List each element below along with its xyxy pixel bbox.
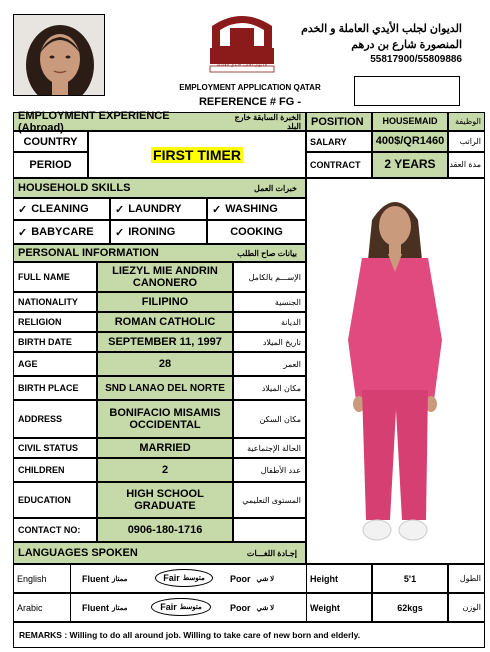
skill-label: WASHING bbox=[225, 203, 278, 215]
position-value: HOUSEMAID bbox=[372, 112, 448, 131]
logo-caption: الديوان لجلب الأيدي العاملة bbox=[216, 62, 268, 67]
weight-value: 62kgs bbox=[372, 593, 448, 622]
agency-phones: 55817900/55809886 bbox=[370, 54, 462, 65]
children-value: 2 bbox=[97, 458, 233, 482]
birth-date-label-ar: تاريخ الميلاد bbox=[233, 332, 306, 352]
birth-date-value: SEPTEMBER 11, 1997 bbox=[97, 332, 233, 352]
fluent-option bbox=[82, 593, 152, 622]
fluent-label: Fluent bbox=[82, 602, 109, 613]
address-label: ADDRESS bbox=[13, 400, 97, 438]
position-label-ar: الوظيفة bbox=[448, 112, 485, 131]
experience-value-cell bbox=[88, 131, 306, 178]
height-label-ar: الطول bbox=[448, 564, 485, 593]
experience-label-ar: الخبرة السابقة خارج البلد bbox=[234, 112, 301, 131]
skill-babycare bbox=[13, 220, 110, 244]
birth-place-value: SND LANAO DEL NORTE bbox=[97, 376, 233, 400]
language-name: Arabic bbox=[17, 602, 43, 613]
reference-number: REFERENCE # FG - bbox=[198, 96, 302, 108]
salary-label-ar: الراتب bbox=[448, 131, 485, 152]
languages-header bbox=[13, 542, 306, 564]
poor-label: Poor bbox=[230, 602, 251, 613]
religion-value: ROMAN CATHOLIC bbox=[97, 312, 233, 332]
skills-label: HOUSEHOLD SKILLS bbox=[18, 182, 131, 194]
fair-label: Fair bbox=[160, 602, 177, 612]
languages-label: LANGUAGES SPOKEN bbox=[18, 547, 138, 559]
address-value: BONIFACIO MISAMIS OCCIDENTAL bbox=[97, 400, 233, 438]
skill-label: IRONING bbox=[128, 226, 176, 238]
check-icon: ✓ bbox=[212, 203, 222, 216]
skill-cooking bbox=[207, 220, 306, 244]
fair-option-selected bbox=[155, 569, 213, 587]
nationality-label-ar: الجنسية bbox=[233, 292, 306, 312]
age-label-ar: العمر bbox=[233, 352, 306, 376]
fair-option-selected bbox=[151, 598, 211, 616]
birth-place-label: BIRTH PLACE bbox=[13, 376, 97, 400]
address-label-ar: مكان السكن bbox=[233, 400, 306, 438]
skill-washing bbox=[207, 198, 306, 220]
reference-box bbox=[354, 76, 460, 106]
education-value: HIGH SCHOOL GRADUATE bbox=[97, 482, 233, 518]
personal-label: PERSONAL INFORMATION bbox=[18, 247, 159, 259]
check-icon: ✓ bbox=[18, 203, 28, 216]
contract-label-ar: مدة العقد bbox=[448, 152, 485, 178]
agency-name-ar: الديوان لجلب الأيدي العاملة و الخدم bbox=[301, 23, 462, 35]
full-name-label: FULL NAME bbox=[13, 262, 97, 292]
check-icon: ✓ bbox=[18, 226, 28, 239]
civil-status-label: CIVIL STATUS bbox=[13, 438, 97, 458]
country-label: COUNTRY bbox=[13, 131, 88, 152]
poor-option bbox=[230, 593, 300, 622]
birth-date-label: BIRTH DATE bbox=[13, 332, 97, 352]
poor-label: Poor bbox=[230, 573, 251, 584]
contract-label: CONTRACT bbox=[306, 152, 372, 178]
language-name: English bbox=[17, 573, 47, 584]
skills-header bbox=[13, 178, 306, 198]
children-label: CHILDREN bbox=[13, 458, 97, 482]
age-value: 28 bbox=[97, 352, 233, 376]
skills-label-ar: خبرات العمل bbox=[254, 183, 297, 193]
applicant-headshot bbox=[13, 14, 105, 96]
poor-option bbox=[230, 564, 300, 593]
salary-value: 400$/QR1460 bbox=[372, 131, 448, 152]
skill-cleaning bbox=[13, 198, 110, 220]
agency-logo bbox=[206, 8, 278, 76]
experience-header bbox=[13, 109, 306, 134]
skill-ironing bbox=[110, 220, 207, 244]
languages-label-ar: إجـادة اللغـــات bbox=[246, 548, 297, 558]
education-label-ar: المستوى التعليمي bbox=[233, 482, 306, 518]
remarks: REMARKS : Willing to do all around job. Willing to take care of new born and elderly. bbox=[13, 622, 485, 648]
skill-label: COOKING bbox=[230, 226, 283, 238]
skill-label: BABYCARE bbox=[31, 226, 94, 238]
fair-label-ar: متوسط bbox=[179, 604, 202, 611]
nationality-label: NATIONALITY bbox=[13, 292, 97, 312]
fluent-label-ar: ممتاز bbox=[112, 575, 128, 583]
contract-value: 2 YEARS bbox=[372, 152, 448, 178]
check-icon: ✓ bbox=[115, 226, 125, 239]
religion-label: RELIGION bbox=[13, 312, 97, 332]
poor-label-ar: لا شي bbox=[256, 575, 275, 583]
children-label-ar: عدد الأطفال bbox=[233, 458, 306, 482]
period-label: PERIOD bbox=[13, 152, 88, 178]
fair-label-ar: متوسط bbox=[182, 575, 205, 582]
height-label: Height bbox=[306, 564, 372, 593]
fluent-option bbox=[82, 564, 152, 593]
contact-value: 0906-180-1716 bbox=[97, 518, 233, 542]
weight-label: Weight bbox=[306, 593, 372, 622]
birth-place-label-ar: مكان الميلاد bbox=[233, 376, 306, 400]
check-icon: ✓ bbox=[115, 203, 125, 216]
personal-header bbox=[13, 244, 306, 262]
fluent-label: Fluent bbox=[82, 573, 109, 584]
agency-address-ar: المنصورة شارع بن درهم bbox=[351, 39, 462, 51]
full-name-value: LIEZYL MIE ANDRIN CANONERO bbox=[97, 262, 233, 292]
education-label: EDUCATION bbox=[13, 482, 97, 518]
experience-label: EMPLOYMENT EXPERIENCE (Abroad) bbox=[18, 109, 170, 134]
full-name-label-ar: الإســـم بالكامل bbox=[233, 262, 306, 292]
civil-status-label-ar: الحالة الإجتماعية bbox=[233, 438, 306, 458]
salary-label: SALARY bbox=[306, 131, 372, 152]
fair-label: Fair bbox=[163, 573, 180, 583]
personal-label-ar: بيانات صاح الطلب bbox=[237, 248, 297, 258]
skill-label: CLEANING bbox=[31, 203, 89, 215]
form-title: EMPLOYMENT APPLICATION QATAR bbox=[179, 83, 321, 92]
position-label: POSITION bbox=[311, 115, 364, 128]
height-value: 5'1 bbox=[372, 564, 448, 593]
age-label: AGE bbox=[13, 352, 97, 376]
civil-status-value: MARRIED bbox=[97, 438, 233, 458]
contact-label: CONTACT NO: bbox=[13, 518, 97, 542]
position-header bbox=[306, 112, 372, 131]
skill-laundry bbox=[110, 198, 207, 220]
contact-empty-cell bbox=[233, 518, 306, 542]
poor-label-ar: لا شي bbox=[256, 604, 275, 612]
religion-label-ar: الديانة bbox=[233, 312, 306, 332]
weight-label-ar: الوزن bbox=[448, 593, 485, 622]
fluent-label-ar: ممتاز bbox=[112, 604, 128, 612]
experience-value: FIRST TIMER bbox=[153, 146, 241, 163]
applicant-full-photo bbox=[340, 190, 450, 556]
nationality-value: FILIPINO bbox=[97, 292, 233, 312]
skill-label: LAUNDRY bbox=[128, 203, 182, 215]
